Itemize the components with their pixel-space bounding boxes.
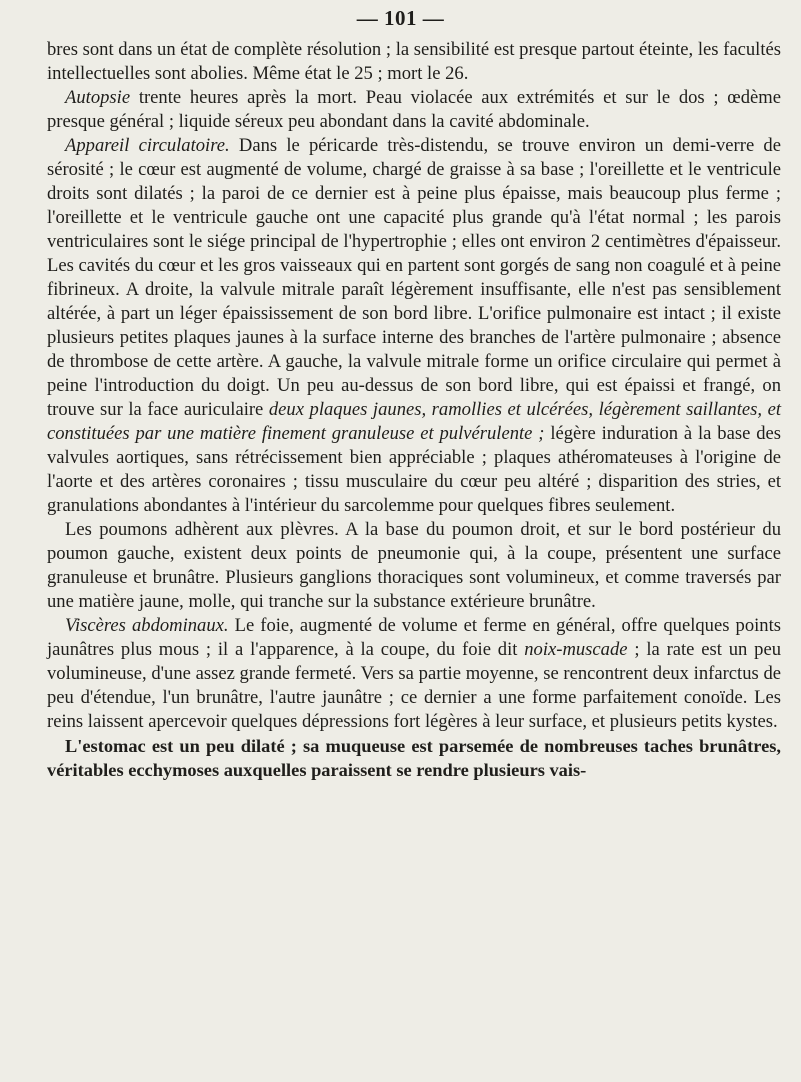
page-number: — 101 —	[356, 6, 445, 30]
paragraph-text: Dans le péricarde très-distendu, se trouve environ un demi-verre de sérosité ; le cœur est augmenté de volume, chargé de graisse à sa base ; l'oreillette et le ventricule droits sont dilatés ; la paroi de ce dernier est à peine plus épaisse, mais beaucoup plus ferme ; l'oreillette et le ventricule gauche ont une capacité plus grande qu'à l'état normal ; les parois ventriculaires sont le siége principal de l'hypertrophie ; elles ont environ 2 centimètres d'épaisseur. Les cavités du cœur et les gros vaisseaux qui en partent sont gorgés de sang non coagulé et à peine fibrineux. A droite, la valvule mitrale paraît légèrement insuffisante, elle n'est pas sensiblement altérée, à part un léger épaississement de son bord libre. L'orifice pulmonaire est intact ; il existe plusieurs petites plaques jaunes à la surface interne des branches de l'artère pulmonaire ; absence de thrombose de cette artère. A gauche, la valvule mitrale forme un orifice circulaire qui permet à peine l'introduction du doigt. Un peu au-dessus de son bord libre, qui est épaissi et frangé, on trouve sur la face auriculaire	[47, 135, 781, 420]
italic-phrase: deux plaques jaunes, ramollies et ulcérées, légèrement saillantes, et constituées par une matière finement granuleuse et pulvérulente ;	[47, 399, 781, 444]
section-heading: Appareil circulatoire.	[65, 135, 230, 156]
paragraph-estomac	[47, 734, 781, 782]
section-heading: Viscères abdominaux.	[65, 615, 229, 636]
paragraph-continuation	[47, 38, 781, 86]
paragraph-appareil-circulatoire	[47, 134, 781, 518]
body-text	[47, 38, 781, 782]
paragraph-text: Le foie, augmenté de volume et ferme en général, offre quelques points jaunâtres plus mous ; il a l'apparence, à la coupe, du foie dit	[47, 615, 781, 660]
paragraph-autopsie	[47, 86, 781, 134]
paragraph-text: bres sont dans un état de complète résolution ; la sensibilité est presque partout éteinte, les facultés intellectuelles sont abolies. Même état le 25 ; mort le 26.	[47, 39, 781, 84]
paragraph-poumons	[47, 518, 781, 614]
paragraph-visceres-abdominaux	[47, 614, 781, 734]
paragraph-text: Les poumons adhèrent aux plèvres. A la base du poumon droit, et sur le bord postérieur du poumon gauche, existent deux points de pneumonie qui, à la coupe, présentent une surface granuleuse et brunâtre. Plusieurs ganglions thoraciques sont volumineux, et comme traversés par une matière jaune, molle, qui tranche sur la substance extérieure brunâtre.	[47, 519, 781, 612]
paragraph-text-after: légère induration à la base des valvules aortiques, sans rétrécissement bien appréciable ; plaques athéromateuses à l'origine de l'aorte et des artères coronaires ; tissu musculaire du cœur peu altéré ; disparition des stries, et granulations abondantes à l'intérieur du sarcolemme pour quelques fibres seulement.	[47, 423, 781, 516]
section-heading: Autopsie	[65, 87, 131, 108]
paragraph-text: L'estomac est un peu dilaté ; sa muqueuse est parsemée de nombreuses taches brunâtres, véritables ecchymoses auxquelles paraissent se rendre plusieurs vais-	[47, 736, 781, 780]
paragraph-text-after: ; la rate est un peu volumineuse, d'une assez grande fermeté. Vers sa partie moyenne, se rencontrent deux infarctus de peu d'étendue, l'un brunâtre, l'autre jaunâtre ; ce dernier a une forme parfaitement conoïde. Les reins laissent apercevoir quelques dépressions fort légères à leur surface, et plusieurs petits kystes.	[47, 639, 782, 732]
italic-phrase: noix-muscade	[524, 639, 628, 660]
paragraph-text: trente heures après la mort. Peau violacée aux extrémités et sur le dos ; œdème presque général ; liquide séreux peu abondant dans la cavité abdominale.	[47, 87, 781, 132]
